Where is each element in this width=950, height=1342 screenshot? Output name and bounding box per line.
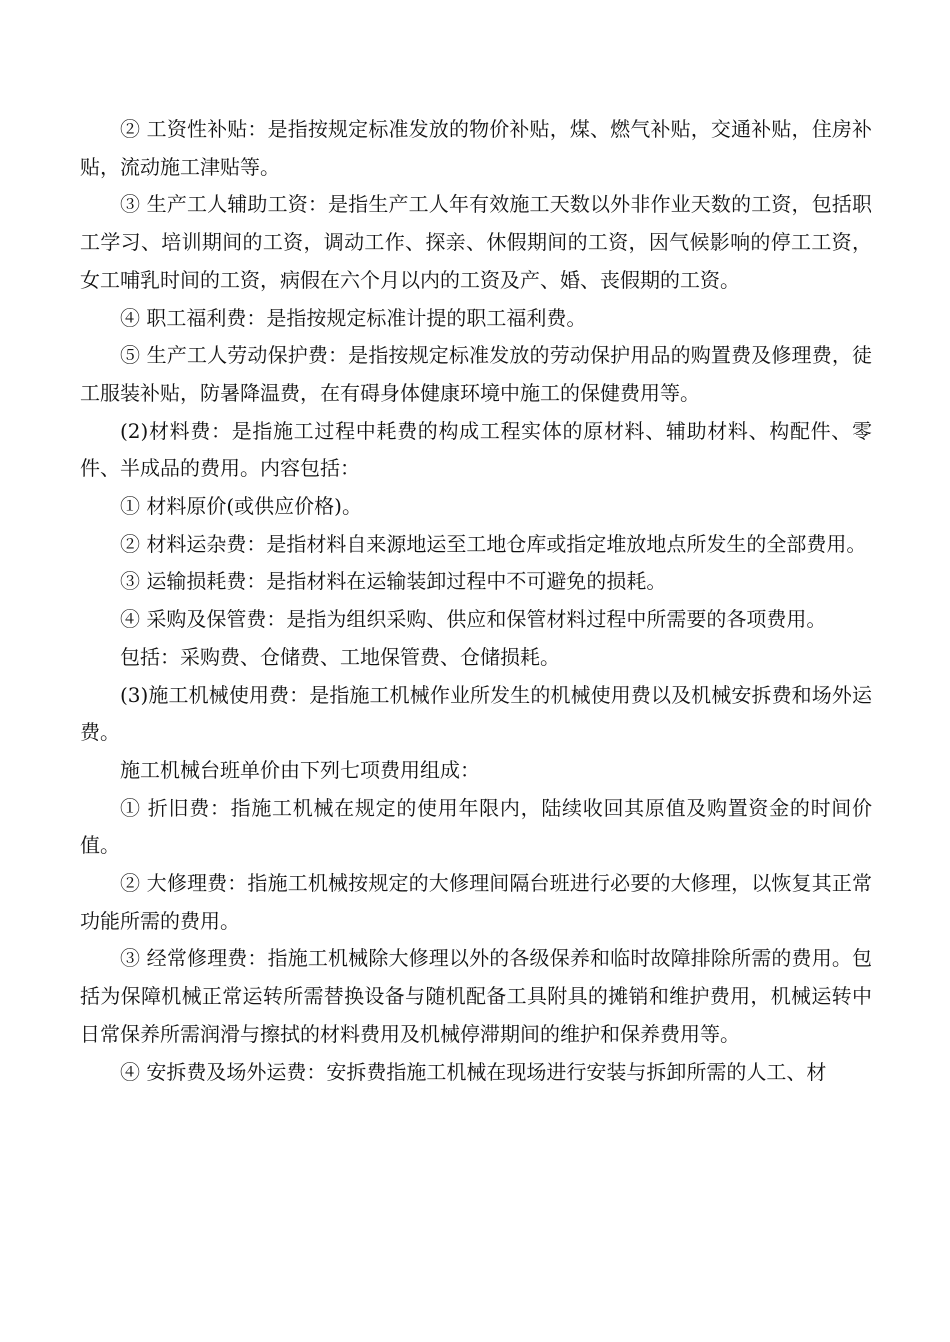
paragraph-welfare-fee: ④ 职工福利费：是指按规定标准计提的职工福利费。 (120, 305, 587, 330)
paragraph-material-price: ① 材料原价(或供应价格)。 (120, 494, 362, 519)
paragraph-auxiliary-wage: ③ 生产工人辅助工资：是指生产工人年有效施工天数以外非作业天数的工资，包括职工学习、培训期间的工资，调动工作、探亲、休假期间的工资，因气候影响的停工工资，女工哺乳时间的工资，病假在六个月以内的工资及产、婚、丧假期的工资。 (80, 192, 872, 292)
paragraph-freight: ② 材料运杂费：是指材料自来源地运至工地仓库或指定堆放地点所发生的全部费用。 (120, 531, 867, 556)
paragraph-machinery-composition: 施工机械台班单价由下列七项费用组成： (120, 757, 480, 782)
paragraph-labor-protection: ⑤ 生产工人劳动保护费：是指按规定标准发放的劳动保护用品的购置费及修理费，徒工服装补贴，防暑降温费，在有碍身体健康环境中施工的保健费用等。 (80, 343, 872, 405)
paragraph-wage-subsidy: ② 工资性补贴：是指按规定标准发放的物价补贴，煤、燃气补贴，交通补贴，住房补贴，流动施工津贴等。 (80, 117, 872, 179)
document-body (80, 111, 872, 1091)
paragraph-overhaul: ② 大修理费：指施工机械按规定的大修理间隔台班进行必要的大修理，以恢复其正常功能所需的费用。 (80, 871, 872, 933)
paragraph-machinery-cost: (3)施工机械使用费：是指施工机械作业所发生的机械使用费以及机械安拆费和场外运费。 (80, 682, 872, 745)
paragraph-procurement-items: 包括：采购费、仓储费、工地保管费、仓储损耗。 (120, 644, 560, 669)
paragraph-installation-transport: ④ 安拆费及场外运费：安拆费指施工机械在现场进行安装与拆卸所需的人工、材 (120, 1059, 827, 1084)
paragraph-routine-repair: ③ 经常修理费：指施工机械除大修理以外的各级保养和临时故障排除所需的费用。包括为保障机械正常运转所需替换设备与随机配备工具附具的摊销和维护费用，机械运转中日常保养所需润滑与擦拭的材料费用及机械停滞期间的维护和保养费用等。 (80, 946, 872, 1046)
paragraph-material-cost: (2)材料费：是指施工过程中耗费的构成工程实体的原材料、辅助材料、构配件、零件、半成品的费用。内容包括： (80, 418, 872, 481)
paragraph-procurement: ④ 采购及保管费：是指为组织采购、供应和保管材料过程中所需要的各项费用。 (120, 607, 827, 632)
paragraph-depreciation: ① 折旧费：指施工机械在规定的使用年限内，陆续收回其原值及购置资金的时间价值。 (80, 795, 872, 858)
paragraph-transport-loss: ③ 运输损耗费：是指材料在运输装卸过程中不可避免的损耗。 (120, 569, 667, 594)
